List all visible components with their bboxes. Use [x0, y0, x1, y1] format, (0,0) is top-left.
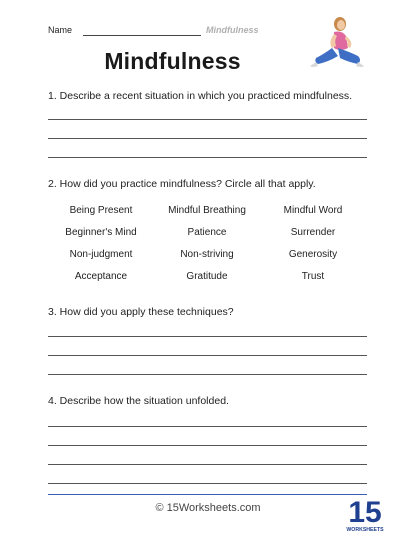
question-4: 4. Describe how the situation unfolded. [48, 395, 229, 407]
name-label: Name [48, 25, 73, 35]
answer-line[interactable] [48, 374, 367, 375]
answer-line[interactable] [48, 355, 367, 356]
question-1: 1. Describe a recent situation in which you practiced mindfulness. [48, 90, 353, 102]
footer-rule [48, 494, 367, 495]
option-gratitude[interactable]: Gratitude [186, 271, 228, 282]
answer-line[interactable] [48, 426, 367, 427]
answer-line[interactable] [48, 119, 367, 120]
footer-copyright: © 15Worksheets.com [155, 502, 261, 514]
option-mindful-word[interactable]: Mindful Word [283, 205, 343, 216]
option-beginners-mind[interactable]: Beginner's Mind [65, 227, 137, 238]
worksheet-title: Mindfulness [104, 48, 241, 74]
answer-line[interactable] [48, 157, 367, 158]
option-trust[interactable]: Trust [301, 271, 325, 282]
answer-line[interactable] [48, 336, 367, 337]
option-mindful-breathing[interactable]: Mindful Breathing [168, 205, 246, 216]
answer-line[interactable] [48, 464, 367, 465]
topic-label: Mindfulness [206, 25, 259, 35]
option-non-striving[interactable]: Non-striving [180, 249, 234, 260]
option-generosity[interactable]: Generosity [288, 249, 338, 260]
option-patience[interactable]: Patience [187, 227, 227, 238]
svg-text:WORKSHEETS: WORKSHEETS [346, 527, 384, 533]
question-2: 2. How did you practice mindfulness? Circle all that apply. [48, 178, 316, 190]
option-being-present[interactable]: Being Present [69, 205, 133, 216]
question-3: 3. How did you apply these techniques? [48, 306, 234, 318]
answer-line[interactable] [48, 445, 367, 446]
svg-text:15: 15 [348, 496, 382, 529]
15worksheets-logo [345, 493, 385, 533]
option-surrender[interactable]: Surrender [290, 227, 336, 238]
name-field-line[interactable] [83, 35, 201, 36]
answer-line[interactable] [48, 483, 367, 484]
answer-line[interactable] [48, 138, 367, 139]
option-acceptance[interactable]: Acceptance [74, 271, 128, 282]
option-non-judgment[interactable]: Non-judgment [69, 249, 133, 260]
